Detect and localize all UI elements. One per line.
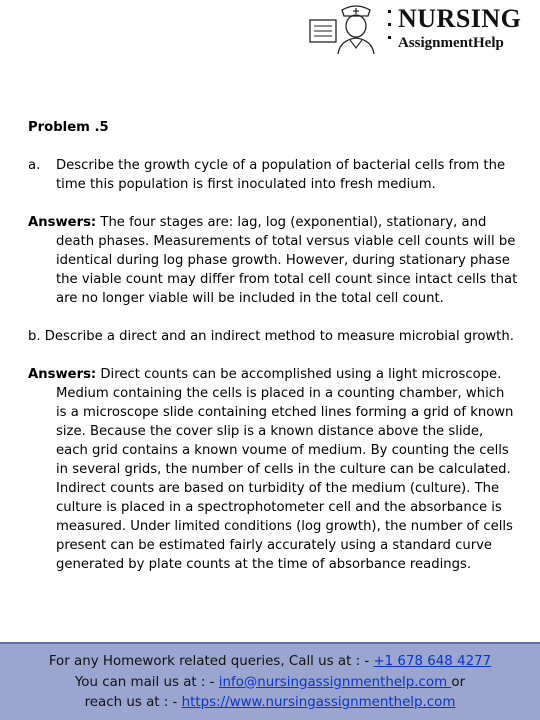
question-a <box>28 156 518 194</box>
website-link[interactable]: https://www.nursingassignmenthelp.com <box>181 695 456 710</box>
logo <box>300 0 540 58</box>
nurse-icon <box>308 2 386 56</box>
problem-content <box>28 118 518 574</box>
question-a-text: Describe the growth cycle of a population of bacterial cells from the time this population is first inoculated into fresh medium. <box>56 158 506 192</box>
web-label: reach us at : - <box>84 695 182 710</box>
contact-footer <box>0 642 540 720</box>
phone-link[interactable]: +1 678 648 4277 <box>373 654 492 669</box>
question-b: b. Describe a direct and an indirect method to measure microbial growth. <box>28 329 514 344</box>
answer-a <box>28 213 518 308</box>
mail-or: or <box>451 674 466 690</box>
mail-label: You can mail us at : - <box>74 674 219 690</box>
problem-title: Problem .5 <box>28 120 109 135</box>
brand-subtitle: AssignmentHelp <box>398 35 504 51</box>
brand-name: NURSING <box>398 4 522 33</box>
answer-a-text: The four stages are: lag, log (exponential), stationary, and death phases. Measurements of total versus viable cell counts will be identical during log phase growth. However, during stationary phase the viable count may differ from total cell count since intact cells that are no longer viable will be included in the total cell count. <box>56 215 518 306</box>
question-a-marker: a. <box>28 158 41 173</box>
answer-a-label: Answers: <box>28 215 97 230</box>
email-link[interactable]: info@nursingassignmenthelp.com <box>218 674 452 690</box>
footer-line-mail <box>0 673 540 694</box>
answer-b-text: Direct counts can be accomplished using a light microscope. Medium containing the cells is placed in a counting chamber, which is a microscope slide containing etched lines forming a grid of known size. Because the cover slip is a known distance above the slide, each grid contains a known voume of medium. By counting the cells in several grids, the number of cells in the culture can be calculated. Indirect counts are based on turbidity of the medium (culture). The culture is placed in a spectrophotometer cell and the absorbance is measured. Under limited conditions (log growth), the number of cells present can be estimated fairly accurately using a standard curve generated by plate counts at the time of absorbance readings. <box>56 367 514 572</box>
logo-dots <box>388 10 394 50</box>
call-label: For any Homework related queries, Call us at : - <box>48 654 374 669</box>
footer-line-call <box>0 652 540 673</box>
answer-b-label: Answers: <box>28 367 97 382</box>
answer-b <box>28 365 518 574</box>
footer-line-web <box>0 693 540 714</box>
